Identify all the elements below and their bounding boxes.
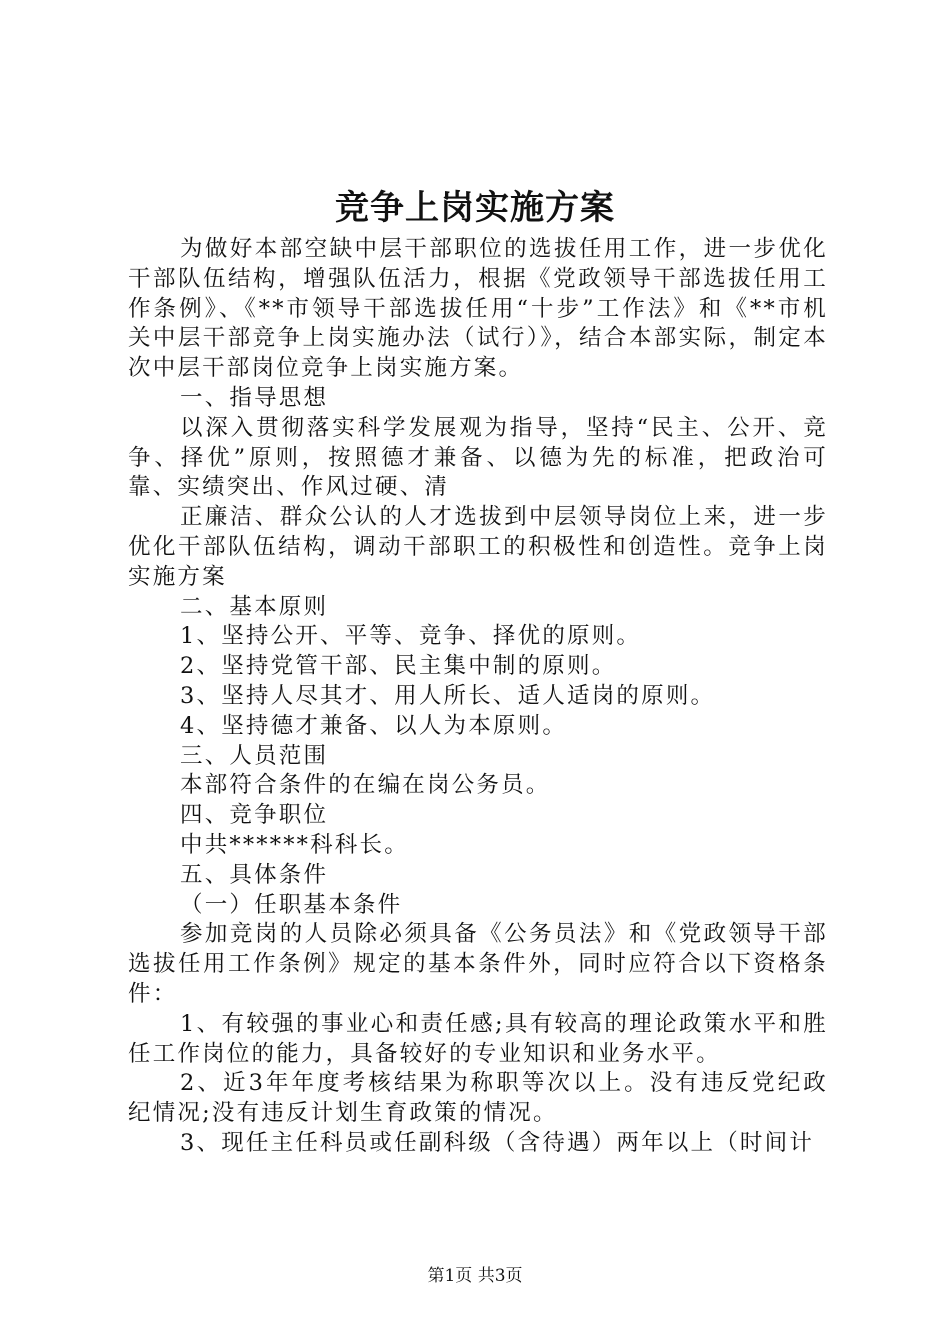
section-heading-basic-principles: 二、基本原则 <box>180 593 329 620</box>
guiding-thought-continued: 正廉洁、群众公认的人才选拔到中层领导岗位上来，进一步优化干部队伍结构，调动干部职工的积极性和创造性。竞争上岗实施方案 <box>128 504 828 590</box>
section-heading-conditions: 五、具体条件 <box>180 861 329 888</box>
principle-item-4: 4、坚持德才兼备、以人为本原则。 <box>180 712 568 739</box>
positions-text: 中共******科科长。 <box>180 831 409 858</box>
section-heading-guiding-thought: 一、指导思想 <box>180 384 329 411</box>
page-number-footer: 第1页 共3页 <box>427 1266 523 1286</box>
section-heading-personnel-scope: 三、人员范围 <box>180 742 329 769</box>
intro-paragraph: 为做好本部空缺中层干部职位的选拔任用工作，进一步优化干部队伍结构，增强队伍活力，根据《党政领导干部选拔任用工作条例》、《**市领导干部选拔任用“十步”工作法》和《**市机关中层干部竞争上岗实施办法（试行）》，结合本部实际，制定本次中层干部岗位竞争上岗实施方案。 <box>128 236 828 382</box>
principle-item-1: 1、坚持公开、平等、竞争、择优的原则。 <box>180 623 642 650</box>
guiding-thought-paragraph: 以深入贯彻落实科学发展观为指导，坚持“民主、公开、竞争、择优”原则，按照德才兼备、以德为先的标准，把政治可靠、实绩突出、作风过硬、清 <box>128 414 828 501</box>
document-body <box>128 235 828 1159</box>
section-heading-positions: 四、竞争职位 <box>180 802 329 829</box>
condition-item-3: 3、现任主任科员或任副科级（含待遇）两年以上（时间计 <box>180 1129 815 1156</box>
personnel-scope-text: 本部符合条件的在编在岗公务员。 <box>180 772 551 799</box>
principle-item-3: 3、坚持人尽其才、用人所长、适人适岗的原则。 <box>180 682 716 709</box>
condition-item-1: 1、有较强的事业心和责任感;具有较高的理论政策水平和胜任工作岗位的能力，具备较好的专业知识和业务水平。 <box>128 1010 828 1067</box>
conditions-paragraph: 参加竞岗的人员除必须具备《公务员法》和《党政领导干部选拔任用工作条例》规定的基本条件外，同时应符合以下资格条件： <box>128 921 828 1007</box>
document-title: 竞争上岗实施方案 <box>335 188 615 228</box>
subsection-heading-basic-conditions: （一）任职基本条件 <box>180 891 403 918</box>
principle-item-2: 2、坚持党管干部、民主集中制的原则。 <box>180 653 617 680</box>
condition-item-2: 2、近3年年度考核结果为称职等次以上。没有违反党纪政纪情况;没有违反计划生育政策的情况。 <box>128 1070 828 1127</box>
